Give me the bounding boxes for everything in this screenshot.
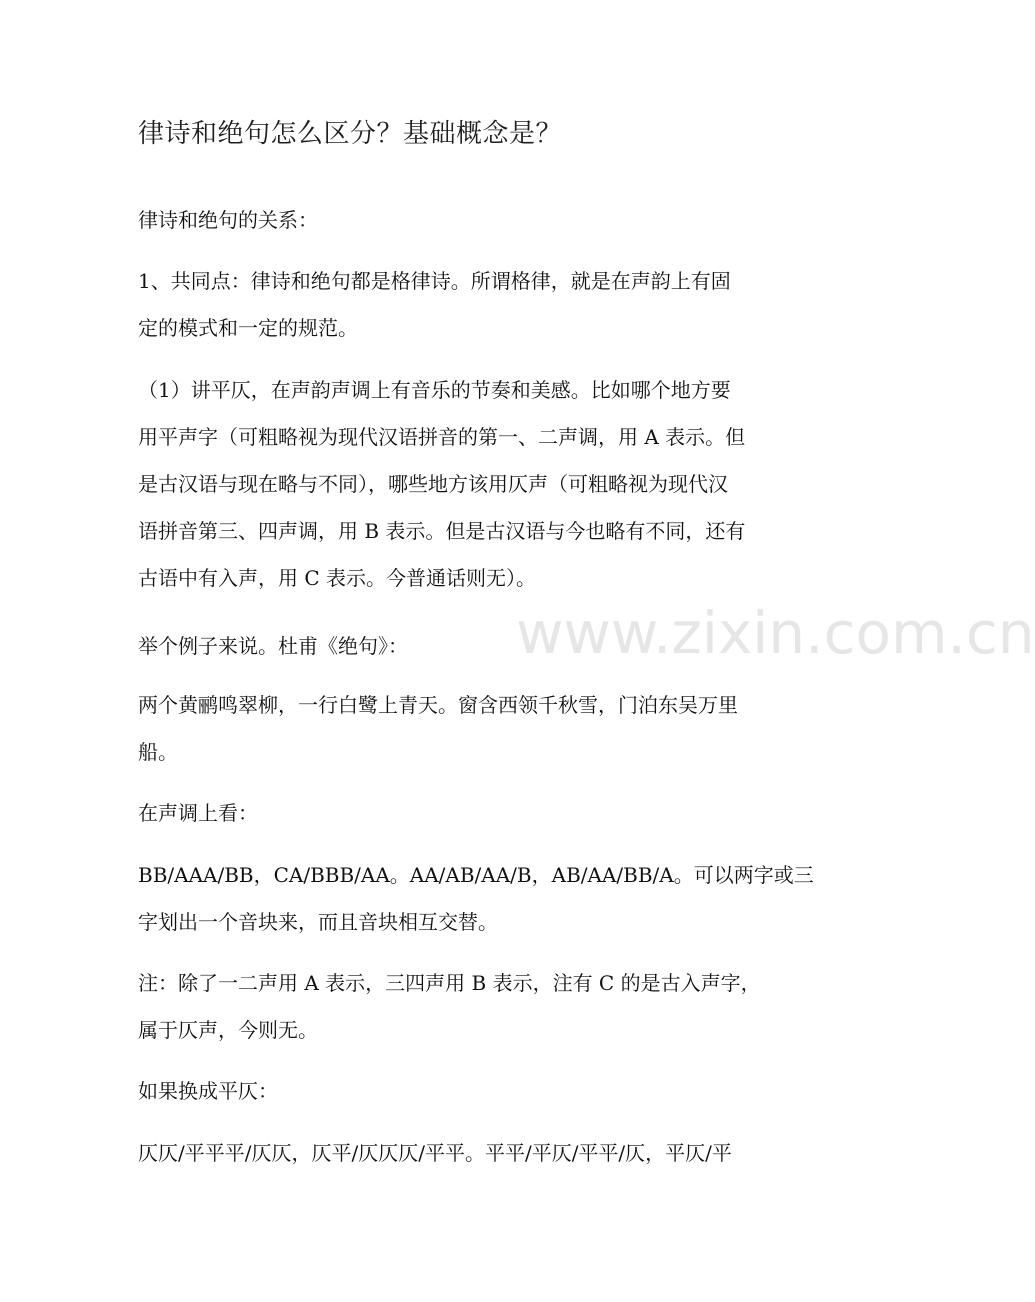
paragraph-pingze-line-1: （1）讲平仄，在声韵声调上有音乐的节奏和美感。比如哪个地方要	[138, 378, 731, 402]
page-title: 律诗和绝句怎么区分？基础概念是？	[138, 119, 563, 149]
tone-pattern-line-2: 字划出一个音块来，而且音块相互交替。	[138, 910, 498, 934]
poem-line-2: 船。	[138, 740, 178, 764]
paragraph-pingze-line-4: 语拼音第三、四声调，用 B 表示。但是古汉语与今也略有不同，还有	[138, 519, 746, 543]
paragraph-pingze-line-5: 古语中有入声，用 C 表示。今普通话则无）。	[138, 566, 537, 590]
note-line-2: 属于仄声，今则无。	[138, 1018, 318, 1042]
paragraph-pingze-line-2: 用平声字（可粗略视为现代汉语拼音的第一、二声调，用 A 表示。但	[138, 425, 746, 449]
tone-pattern-line-1: BB/AAA/BB，CA/BBB/AA。AA/AB/AA/B，AB/AA/BB/A。可以两字或三	[138, 863, 814, 887]
pingze-pattern-line-1: 仄仄/平平平/仄仄，仄平/仄仄仄/平平。平平/平仄/平平/仄，平仄/平	[138, 1141, 732, 1165]
paragraph-example: 举个例子来说。杜甫《绝句》：	[138, 634, 408, 658]
watermark: www.zixin.com.cn	[516, 599, 1035, 667]
paragraph-tone-view: 在声调上看：	[138, 801, 258, 825]
paragraph-pingze-convert: 如果换成平仄：	[138, 1079, 278, 1103]
paragraph-relationship: 律诗和绝句的关系：	[138, 208, 318, 232]
note-line-1: 注：除了一二声用 A 表示，三四声用 B 表示，注有 C 的是古入声字，	[138, 971, 761, 995]
paragraph-common-line-1: 1、共同点：律诗和绝句都是格律诗。所谓格律，就是在声韵上有固	[138, 269, 731, 293]
paragraph-pingze-line-3: 是古汉语与现在略与不同），哪些地方该用仄声（可粗略视为现代汉	[138, 472, 728, 496]
poem-line-1: 两个黄鹂鸣翠柳，一行白鹭上青天。窗含西领千秋雪，门泊东吴万里	[138, 693, 738, 717]
paragraph-common-line-2: 定的模式和一定的规范。	[138, 316, 358, 340]
